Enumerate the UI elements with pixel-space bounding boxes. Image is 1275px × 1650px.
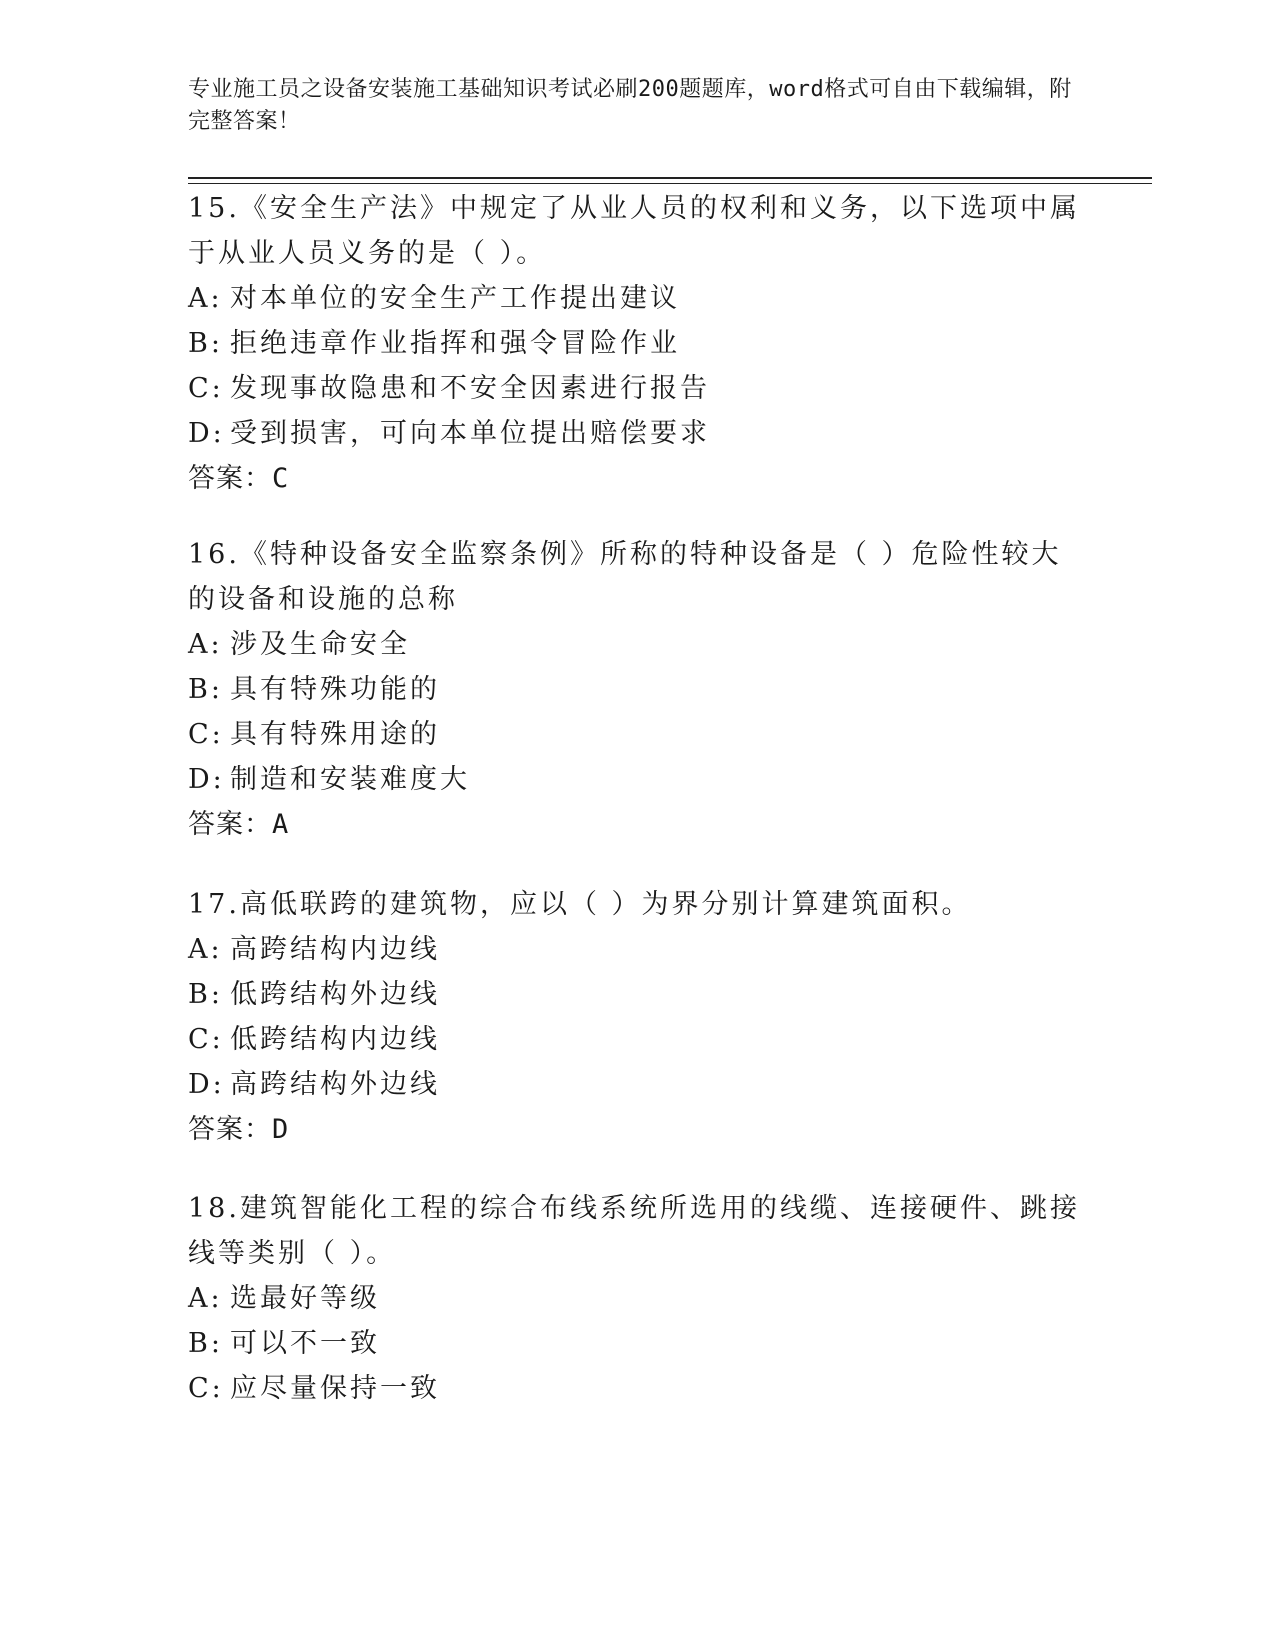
- question-stem: 15.《安全生产法》中规定了从业人员的权利和义务，以下选项中属于从业人员义务的是（ ）。: [188, 193, 1080, 269]
- option-letter: C:: [188, 1024, 224, 1055]
- question-16: [188, 532, 1088, 847]
- question-15: [188, 186, 1088, 501]
- option-letter: B:: [188, 674, 223, 705]
- option-letter: C:: [188, 373, 224, 404]
- answer-line: [188, 456, 1088, 501]
- option-b: [188, 1321, 1088, 1366]
- option-c: [188, 366, 1088, 411]
- option-a: [188, 622, 1088, 667]
- header-divider-thick: [188, 177, 1152, 179]
- answer-label: 答案：: [188, 463, 272, 494]
- option-text: 受到损害，可向本单位提出赔偿要求: [230, 418, 710, 449]
- option-text: 低跨结构外边线: [230, 979, 440, 1010]
- option-letter: D:: [188, 418, 225, 449]
- option-d: [188, 757, 1088, 802]
- option-c: [188, 712, 1088, 757]
- option-text: 高跨结构外边线: [230, 1069, 440, 1100]
- option-text: 对本单位的安全生产工作提出建议: [230, 283, 680, 314]
- answer-label: 答案：: [188, 809, 272, 840]
- option-b: [188, 972, 1088, 1017]
- option-letter: D:: [188, 764, 225, 795]
- question-18: [188, 1186, 1088, 1411]
- option-letter: A:: [188, 629, 223, 660]
- option-text: 发现事故隐患和不安全因素进行报告: [230, 373, 710, 404]
- question-stem: 18.建筑智能化工程的综合布线系统所选用的线缆、连接硬件、跳接线等类别（ ）。: [188, 1193, 1080, 1269]
- option-text: 选最好等级: [230, 1283, 380, 1314]
- option-text: 可以不一致: [230, 1328, 380, 1359]
- option-text: 具有特殊用途的: [230, 719, 440, 750]
- option-b: [188, 667, 1088, 712]
- option-b: [188, 321, 1088, 366]
- option-d: [188, 1062, 1088, 1107]
- option-a: [188, 276, 1088, 321]
- option-letter: A:: [188, 283, 223, 314]
- answer-line: [188, 802, 1088, 847]
- option-letter: C:: [188, 719, 224, 750]
- option-d: [188, 411, 1088, 456]
- option-letter: A:: [188, 1283, 223, 1314]
- option-letter: B:: [188, 1328, 223, 1359]
- option-letter: B:: [188, 328, 223, 359]
- option-text: 拒绝违章作业指挥和强令冒险作业: [230, 328, 680, 359]
- header-divider-thin: [188, 183, 1152, 184]
- option-letter: D:: [188, 1069, 225, 1100]
- option-c: [188, 1017, 1088, 1062]
- option-text: 制造和安装难度大: [230, 764, 470, 795]
- answer-value: C: [272, 463, 290, 494]
- option-text: 低跨结构内边线: [230, 1024, 440, 1055]
- answer-value: D: [272, 1114, 290, 1145]
- option-letter: B:: [188, 979, 223, 1010]
- question-stem: 17.高低联跨的建筑物，应以（ ）为界分别计算建筑面积。: [188, 889, 972, 920]
- option-text: 高跨结构内边线: [230, 934, 440, 965]
- option-text: 具有特殊功能的: [230, 674, 440, 705]
- option-a: [188, 1276, 1088, 1321]
- answer-label: 答案：: [188, 1114, 272, 1145]
- option-text: 涉及生命安全: [230, 629, 410, 660]
- option-text: 应尽量保持一致: [230, 1373, 440, 1404]
- question-17: [188, 882, 1088, 1152]
- option-a: [188, 927, 1088, 972]
- document-header: 专业施工员之设备安装施工基础知识考试必刷200题题库，word格式可自由下载编辑，附完整答案！: [188, 77, 1072, 134]
- answer-line: [188, 1107, 1088, 1152]
- option-c: [188, 1366, 1088, 1411]
- option-letter: A:: [188, 934, 223, 965]
- question-stem: 16.《特种设备安全监察条例》所称的特种设备是（ ）危险性较大的设备和设施的总称: [188, 539, 1062, 615]
- option-letter: C:: [188, 1373, 224, 1404]
- answer-value: A: [272, 809, 290, 840]
